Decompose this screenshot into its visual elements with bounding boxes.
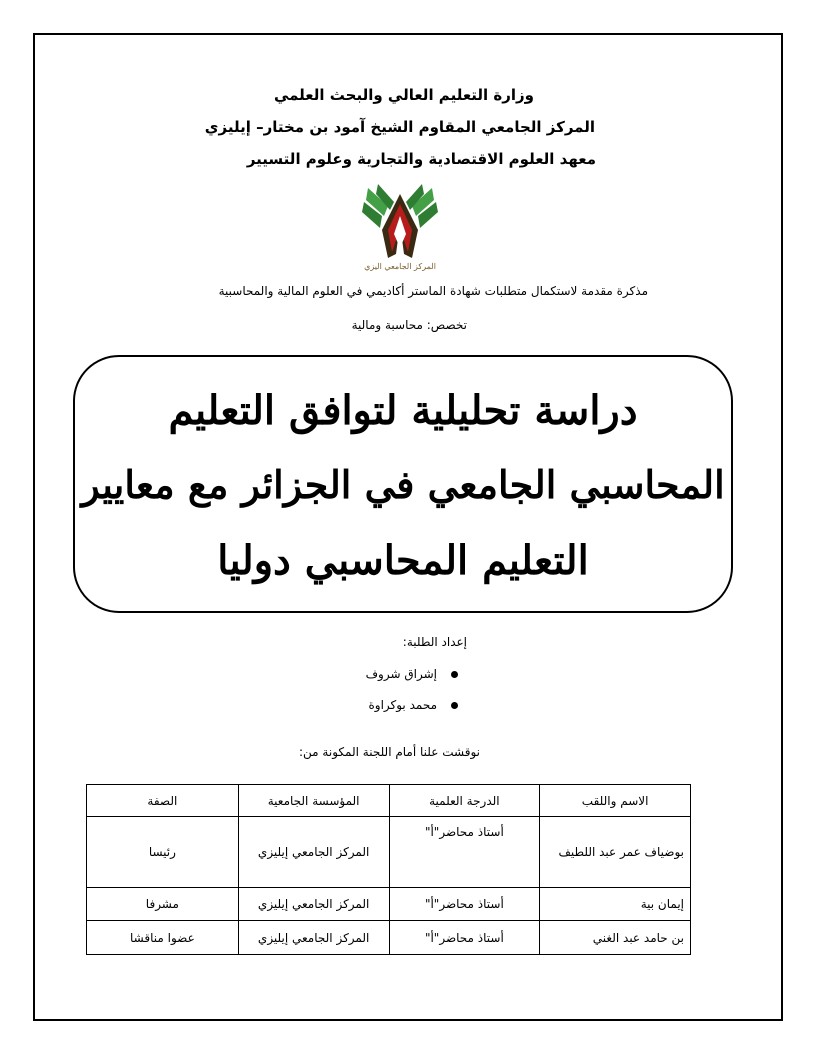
member-rank: أستاذ محاضر"أ" [389,817,540,888]
student-item [366,667,458,681]
member-rank: أستاذ محاضر"أ" [389,888,540,921]
university-logo [360,182,440,274]
student-name: إشراق شروف [365,667,437,681]
member-role: مشرفا [87,888,239,921]
member-name: بن حامد عبد الغني [540,921,691,955]
center-line: المركز الجامعي المقاوم الشيخ آمود بن مختار– إيليزي [204,118,595,136]
header-role: الصفة [87,785,239,817]
thesis-title-box [73,355,733,613]
member-institution: المركز الجامعي إيليزي [238,888,389,921]
logo-caption: المركز الجامعي اليزي [364,262,436,271]
memo-purpose: مذكرة مقدمة لاستكمال متطلبات شهادة الماستر أكاديمي في العلوم المالية والمحاسبية [218,284,648,298]
member-name: إيمان بية [540,888,691,921]
institute-line: معهد العلوم الاقتصادية والتجارية وعلوم التسيير [246,150,596,168]
committee-table [86,784,691,955]
member-name: بوضياف عمر عبد اللطيف [540,817,691,888]
member-rank: أستاذ محاضر"أ" [389,921,540,955]
student-item [368,698,458,712]
table-header-row [87,785,691,817]
member-role: رئيسا [87,817,239,888]
title-line-1: دراسة تحليلية لتوافق التعليم [168,387,638,434]
member-institution: المركز الجامعي إيليزي [238,817,389,888]
committee-intro: نوقشت علنا أمام اللجنة المكونة من: [299,745,480,759]
table-row [87,921,691,955]
ministry-line: وزارة التعليم العالي والبحث العلمي [273,86,534,104]
memo-specialty: تخصص: محاسبة ومالية [351,318,467,332]
table-row [87,817,691,888]
title-line-2: المحاسبي الجامعي في الجزائر مع معايير [81,462,725,507]
header-rank: الدرجة العلمية [389,785,540,817]
bullet-icon [451,702,458,709]
bullet-icon [451,671,458,678]
header-institution: المؤسسة الجامعية [238,785,389,817]
students-label: إعداد الطلبة: [402,635,467,649]
title-line-3: التعليم المحاسبي دوليا [217,537,589,584]
member-role: عضوا مناقشا [87,921,239,955]
table-row [87,888,691,921]
header-name: الاسم واللقب [540,785,691,817]
member-institution: المركز الجامعي إيليزي [238,921,389,955]
student-name: محمد بوكراوة [368,698,437,712]
